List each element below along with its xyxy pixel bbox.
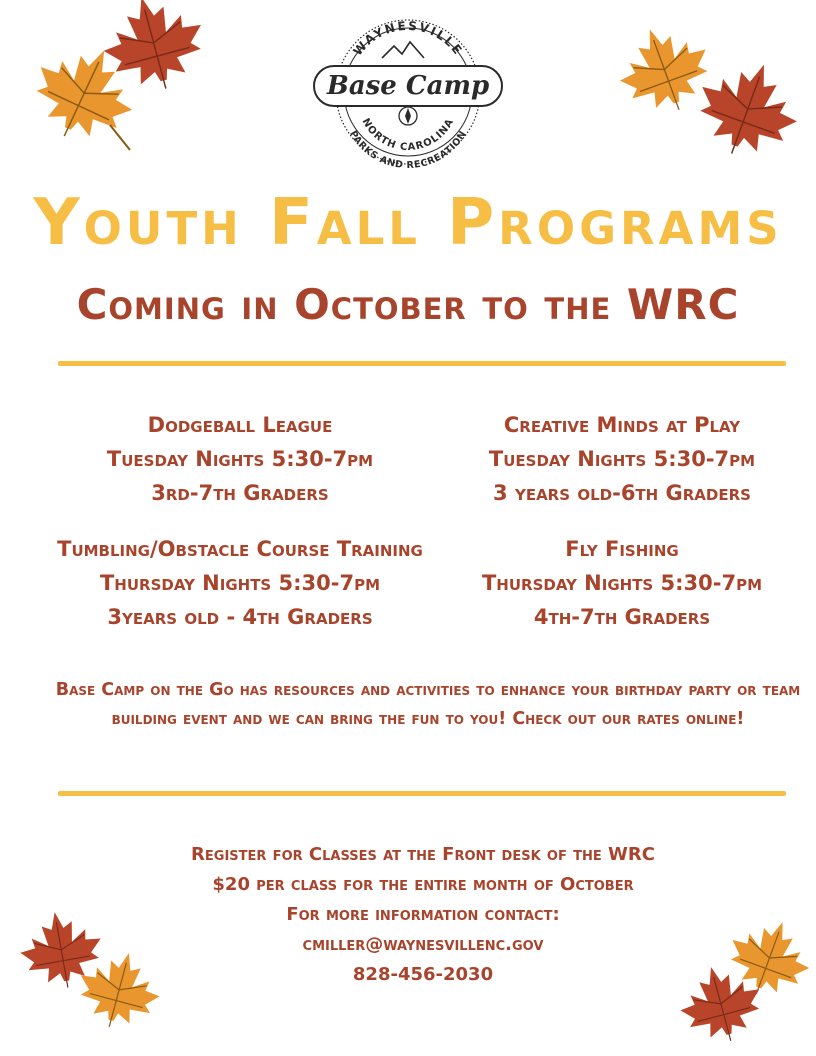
- program-schedule: Thursday Nights 5:30-7pm: [481, 571, 763, 595]
- program-name: Fly Fishing: [565, 537, 679, 561]
- contact-email: cmiller@waynesvillenc.gov: [302, 934, 544, 955]
- mountain-icon: [382, 42, 424, 58]
- program-ages: 4th-7th Graders: [533, 605, 711, 629]
- contact-phone: 828-456-2030: [352, 964, 494, 985]
- base-camp-logo: [300, 8, 516, 168]
- logo-ring-text-2: PARKS AND RECREATION: [347, 129, 469, 168]
- divider-top: [58, 361, 786, 366]
- maple-leaf-icon: [607, 14, 722, 125]
- maple-leaf-cluster-top-right: [606, 14, 806, 184]
- program-card-tumbling: [30, 532, 450, 634]
- program-ages: 3rd-7th Graders: [151, 481, 329, 505]
- price-line: $20 per class for the entire month of October: [212, 874, 634, 895]
- program-schedule: Tuesday Nights 5:30-7pm: [488, 447, 756, 471]
- program-name: Dodgeball League: [147, 413, 333, 437]
- program-card-dodgeball: [30, 408, 450, 510]
- program-schedule: Tuesday Nights 5:30-7pm: [106, 447, 374, 471]
- contact-block: [0, 840, 816, 990]
- info-line: For more information contact:: [286, 904, 560, 925]
- program-schedule: Thursday Nights 5:30-7pm: [99, 571, 381, 595]
- logo-ring-text-1: NORTH CAROLINA: [359, 116, 457, 154]
- page-title: Youth Fall Programs: [33, 186, 783, 260]
- compass-icon: [399, 107, 417, 125]
- program-name: Tumbling/Obstacle Course Training: [57, 537, 423, 561]
- page-subtitle: Coming in October to the WRC: [76, 280, 740, 329]
- program-ages: 3years old - 4th Graders: [107, 605, 373, 629]
- maple-leaf-icon: [93, 0, 210, 102]
- maple-leaf-icon: [684, 47, 806, 170]
- base-camp-on-the-go-note: Base Camp on the Go has resources and activities to enhance your birthday party or team building event and we can bring the fun to you! Check out our rates online!: [55, 680, 801, 729]
- program-name: Creative Minds at Play: [503, 413, 741, 437]
- register-line: Register for Classes at the Front desk of the WRC: [191, 844, 655, 865]
- logo-top-text: WAYNESVILLE: [350, 18, 466, 59]
- logo-name: Base Camp: [326, 71, 490, 101]
- divider-bottom: [58, 791, 786, 796]
- maple-leaf-cluster-top-left: [10, 0, 210, 160]
- program-card-fly-fishing: [412, 532, 816, 634]
- program-ages: 3 years old-6th Graders: [493, 481, 751, 505]
- program-card-creative-minds: [412, 408, 816, 510]
